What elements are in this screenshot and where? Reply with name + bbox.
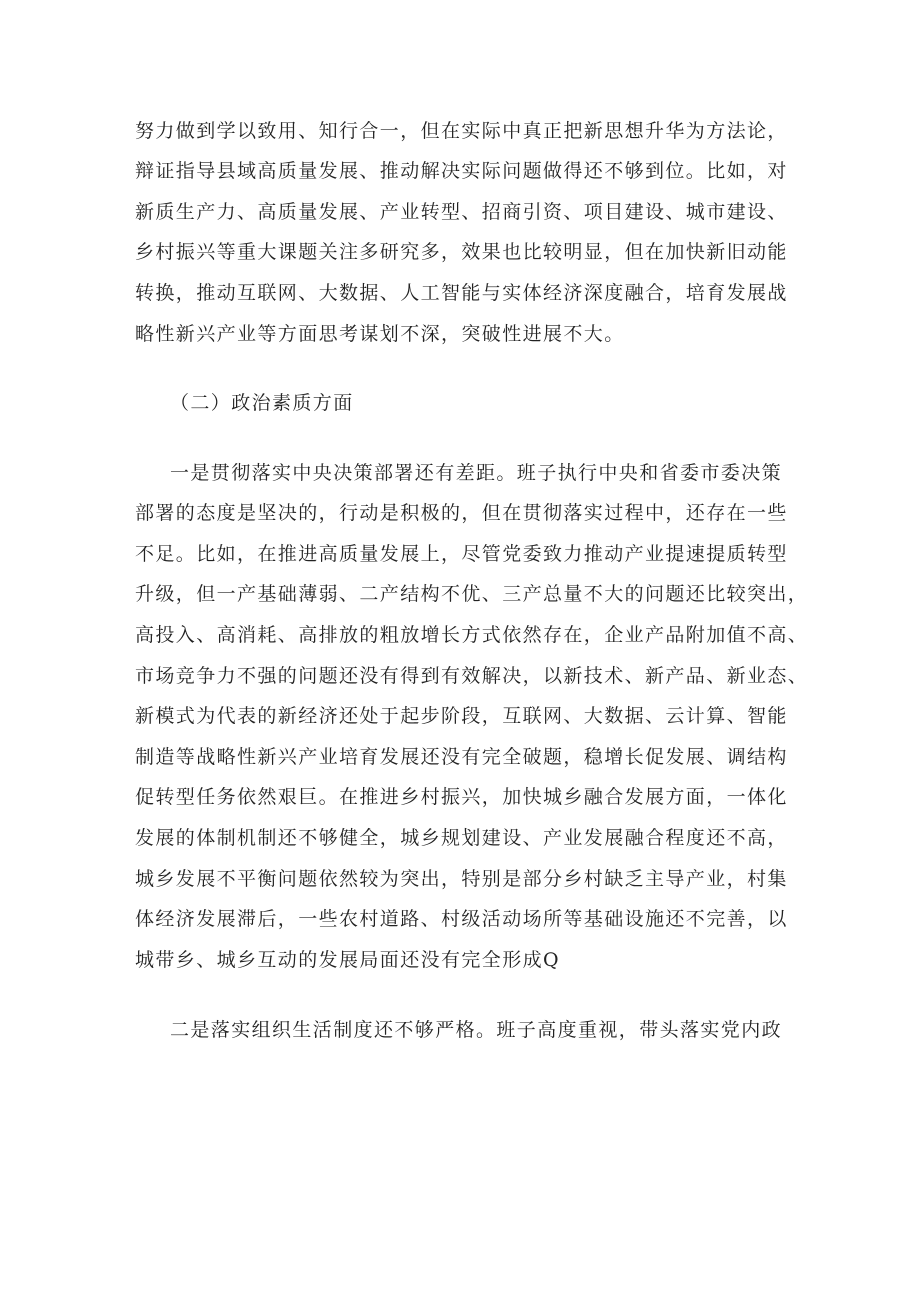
paragraph-2-line-10: 发展的体制机制还不够健全，城乡规划建设、产业发展融合程度还不高， [135,827,788,849]
paragraph-3-line-1: 二是落实组织生活制度还不够严格。班子高度重视，带头落实党内政 [170,1019,783,1041]
paragraph-2-line-8: 制造等战略性新兴产业培育发展还没有完全破题，稳增长促发展、调结构 [135,746,788,768]
paragraph-2-line-7: 新模式为代表的新经济还处于起步阶段，互联网、大数据、云计算、智能 [135,705,788,727]
paragraph-1-line-4: 乡村振兴等重大课题关注多研究多，效果也比较明显，但在加快新旧动能 [135,241,788,263]
paragraph-1-line-1: 努力做到学以致用、知行合一，但在实际中真正把新思想升华为方法论， [135,120,788,142]
paragraph-2-line-9: 促转型任务依然艰巨。在推进乡村振兴，加快城乡融合发展方面，一体化 [135,786,788,808]
paragraph-2-line-5: 高投入、高消耗、高排放的粗放增长方式依然存在，企业产品附加值不高、 [135,624,809,646]
paragraph-2-line-3: 不足。比如，在推进高质量发展上，尽管党委致力推动产业提速提质转型 [135,543,788,565]
paragraph-1-line-3: 新质生产力、高质量发展、产业转型、招商引资、项目建设、城市建设、 [135,201,788,223]
paragraph-1-line-6: 略性新兴产业等方面思考谋划不深，突破性进展不大。 [135,323,625,345]
paragraph-1-line-2: 辩证指导县域高质量发展、推动解决实际问题做得还不够到位。比如，对 [135,160,788,182]
paragraph-2-line-11: 城乡发展不平衡问题依然较为突出，特别是部分乡村缺乏主导产业，村集 [135,868,788,890]
paragraph-2-line-2: 部署的态度是坚决的，行动是积极的，但在贯彻落实过程中，还存在一些 [135,502,788,524]
section-heading: （二）政治素质方面 [170,392,354,414]
paragraph-2-line-4: 升级，但一产基础薄弱、二产结构不优、三产总量不大的问题还比较突出， [135,583,809,605]
paragraph-2-line-13: 城带乡、城乡互动的发展局面还没有完全形成Q [135,949,560,971]
paragraph-2-line-1: 一是贯彻落实中央决策部署还有差距。班子执行中央和省委市委决策 [170,462,783,484]
paragraph-2-line-12: 体经济发展滞后，一些农村道路、村级活动场所等基础设施还不完善，以 [135,908,788,930]
paragraph-1-line-5: 转换，推动互联网、大数据、人工智能与实体经济深度融合，培育发展战 [135,282,788,304]
paragraph-2-line-6: 市场竞争力不强的问题还没有得到有效解决，以新技术、新产品、新业态、 [135,665,809,687]
